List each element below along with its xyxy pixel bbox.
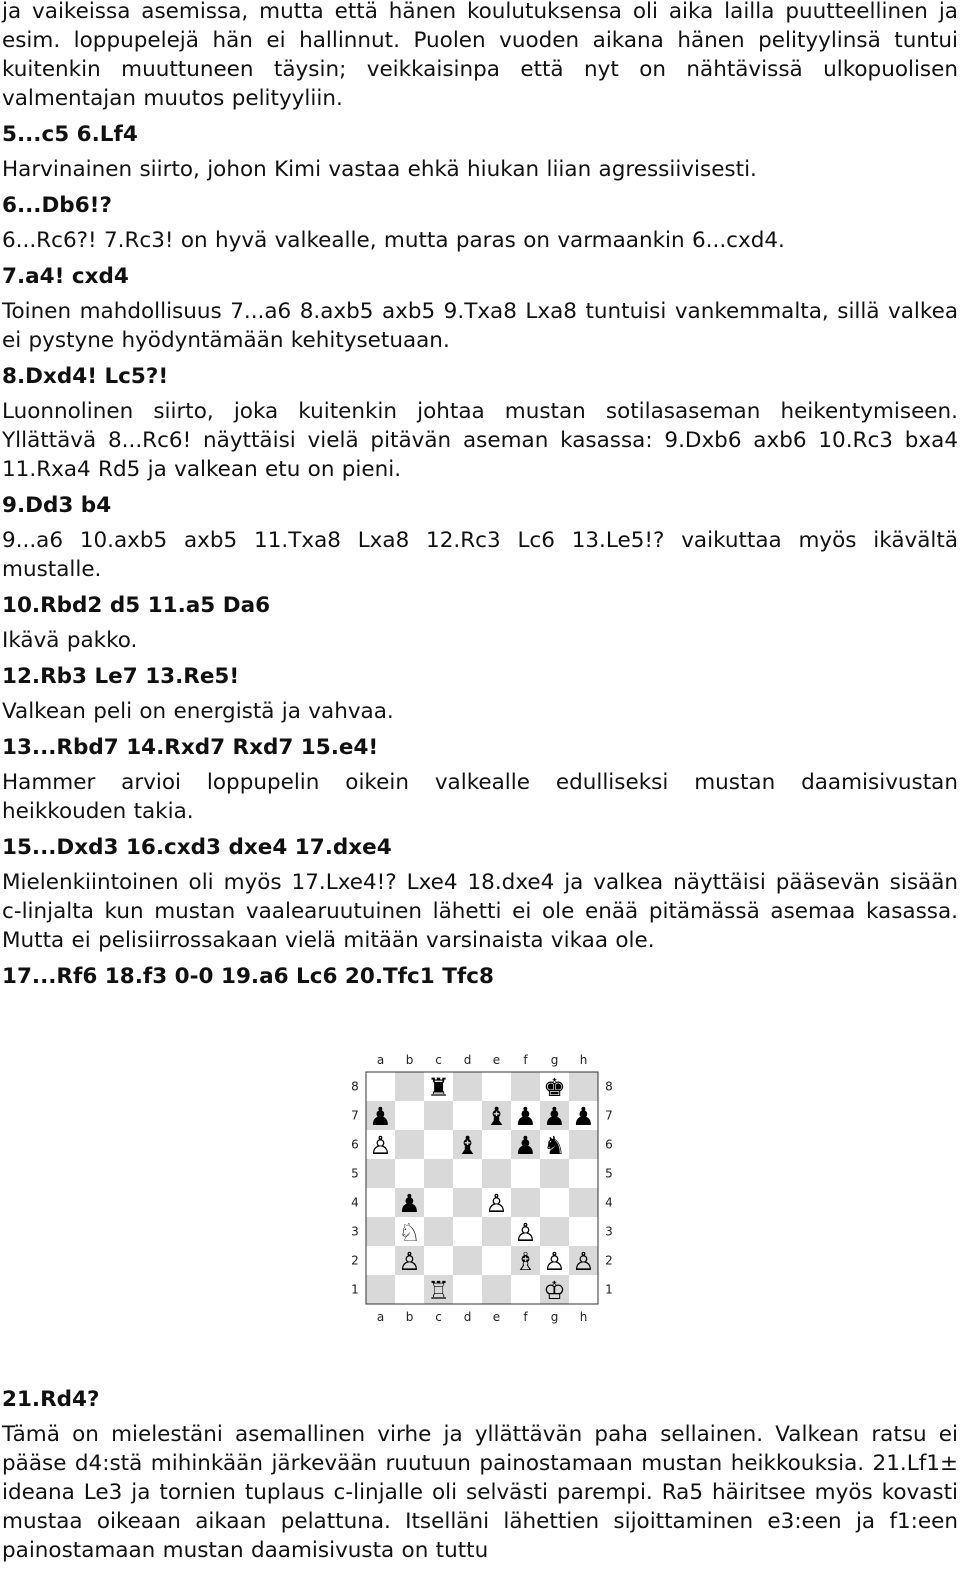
file-label: c	[435, 1053, 442, 1067]
paragraph: Harvinainen siirto, johon Kimi vastaa ehkä hiukan liian agressiivisesti.	[2, 157, 757, 182]
white-pawn-icon: ♙	[514, 1218, 537, 1247]
rank-label: 6	[351, 1137, 359, 1152]
board-square	[482, 1275, 511, 1304]
board-square	[569, 1217, 598, 1246]
board-square	[395, 1072, 424, 1101]
board-square	[366, 1188, 395, 1217]
black-pawn-icon: ♟	[398, 1189, 421, 1218]
file-label: f	[523, 1310, 528, 1324]
black-pawn-icon: ♟	[514, 1102, 537, 1131]
rank-label: 5	[351, 1166, 359, 1181]
board-square	[540, 1159, 569, 1188]
board-square	[395, 1159, 424, 1188]
board-square	[540, 1217, 569, 1246]
black-pawn-icon: ♟	[514, 1131, 537, 1160]
file-label: c	[435, 1310, 442, 1324]
move-line: 12.Rb3 Le7 13.Re5!	[2, 664, 240, 689]
black-pawn-icon: ♟	[572, 1102, 595, 1131]
file-label: a	[376, 1053, 385, 1067]
black-king-icon: ♚	[543, 1073, 566, 1102]
board-square	[395, 1275, 424, 1304]
white-pawn-icon: ♙	[398, 1247, 421, 1276]
rank-label: 5	[605, 1166, 613, 1181]
article-text-top	[2, 0, 958, 997]
board-square	[482, 1217, 511, 1246]
board-square	[482, 1159, 511, 1188]
file-label: g	[550, 1310, 559, 1324]
rank-label: 7	[605, 1108, 613, 1123]
file-label: b	[405, 1310, 414, 1324]
board-square	[366, 1159, 395, 1188]
white-pawn-icon: ♙	[572, 1247, 595, 1276]
board-square	[569, 1130, 598, 1159]
board-square	[540, 1188, 569, 1217]
board-square	[482, 1130, 511, 1159]
black-bishop-icon: ♝	[456, 1131, 479, 1160]
move-line: 8.Dxd4! Lc5?!	[2, 364, 169, 389]
rank-label: 1	[351, 1282, 359, 1297]
paragraph: Toinen mahdollisuus 7...a6 8.axb5 axb5 9.Txa8 Lxa8 tuntuisi vankemmalta, sillä valkea ei pystyne hyödyntämään kehitysetuaan.	[2, 299, 958, 353]
rank-label: 4	[605, 1195, 613, 1210]
paragraph: Ikävä pakko.	[2, 628, 138, 653]
file-label: f	[523, 1053, 528, 1067]
chess-board	[348, 1050, 613, 1324]
paragraph: ja vaikeissa asemissa, mutta että hänen koulutuksensa oli aika lailla puutteellinen ja esim. loppupelejä hän ei hallinnut. Puolen vuoden aikana hänen pelityylinsä tuntui kuitenkin muuttuneen täysin; veikkaisinpa että nyt on nähtävissä ulkopuolisen valmentajan muutos pelityyliin.	[2, 0, 958, 111]
board-square	[424, 1217, 453, 1246]
board-square	[511, 1159, 540, 1188]
file-label: e	[492, 1310, 501, 1324]
board-square	[453, 1246, 482, 1275]
move-line: 6...Db6!?	[2, 193, 112, 218]
board-square	[366, 1072, 395, 1101]
board-square	[511, 1072, 540, 1101]
board-square	[453, 1275, 482, 1304]
white-pawn-icon: ♙	[369, 1131, 392, 1160]
move-line: 9.Dd3 b4	[2, 493, 112, 518]
black-bishop-icon: ♝	[485, 1102, 508, 1131]
rank-label: 2	[605, 1253, 613, 1268]
board-square	[511, 1275, 540, 1304]
board-square	[424, 1130, 453, 1159]
file-label: e	[492, 1053, 501, 1067]
board-square	[424, 1188, 453, 1217]
file-label: d	[463, 1310, 472, 1324]
black-pawn-icon: ♟	[369, 1102, 392, 1131]
board-square	[453, 1217, 482, 1246]
board-square	[482, 1072, 511, 1101]
board-square	[569, 1072, 598, 1101]
rank-label: 8	[351, 1079, 359, 1094]
board-square	[453, 1159, 482, 1188]
board-square	[366, 1217, 395, 1246]
board-square	[511, 1188, 540, 1217]
white-knight-icon: ♘	[398, 1218, 421, 1247]
black-knight-icon: ♞	[543, 1131, 566, 1160]
move-line: 15...Dxd3 16.cxd3 dxe4 17.dxe4	[2, 835, 392, 860]
board-square	[569, 1188, 598, 1217]
paragraph: Mielenkiintoinen oli myös 17.Lxe4!? Lxe4 18.dxe4 ja valkea näyttäisi pääsevän sisään c-linjalta kun mustan vaalearuutuinen lähetti ei ole enää pitämässä asemaa kasassa. Mutta ei pelisiirrossakaan vielä mitään varsinaista vikaa ole.	[2, 870, 958, 953]
board-square	[395, 1101, 424, 1130]
board-square	[569, 1275, 598, 1304]
board-square	[482, 1246, 511, 1275]
paragraph: Tämä on mielestäni asemallinen virhe ja yllättävän paha sellainen. Valkean ratsu ei pääse d4:stä mihinkään järkevään ruutuun painostamaan mustan heikkouksia. 21.Lf1± ideana Le3 ja tornien tuplaus c-linjalle oli selvästi parempi. Ra5 häiritsee myös kovasti mustaa oikeaan aikaan pelattuna. Itselläni lähettien sijoittaminen e3:een ja f1:een painostamaan mustan daamisivusta on tuttu	[2, 1422, 958, 1563]
white-pawn-icon: ♙	[543, 1247, 566, 1276]
paragraph: Hammer arvioi loppupelin oikein valkealle edulliseksi mustan daamisivustan heikkouden takia.	[2, 770, 958, 824]
white-king-icon: ♔	[543, 1276, 566, 1305]
board-square	[366, 1275, 395, 1304]
board-square	[453, 1188, 482, 1217]
move-line: 17...Rf6 18.f3 0-0 19.a6 Lc6 20.Tfc1 Tfc8	[2, 964, 494, 989]
paragraph: Valkean peli on energistä ja vahvaa.	[2, 699, 394, 724]
rank-label: 8	[605, 1079, 613, 1094]
board-square	[424, 1101, 453, 1130]
move-line: 21.Rd4?	[2, 1387, 100, 1412]
board-square	[424, 1246, 453, 1275]
board-square	[453, 1072, 482, 1101]
move-line: 13...Rbd7 14.Rxd7 Rxd7 15.e4!	[2, 735, 379, 760]
paragraph: 9...a6 10.axb5 axb5 11.Txa8 Lxa8 12.Rc3 Lc6 13.Le5!? vaikuttaa myös ikävältä mustalle.	[2, 528, 958, 582]
rank-label: 4	[351, 1195, 359, 1210]
black-rook-icon: ♜	[427, 1073, 450, 1102]
file-label: g	[550, 1053, 559, 1067]
rank-label: 7	[351, 1108, 359, 1123]
rank-label: 2	[351, 1253, 359, 1268]
move-line: 7.a4! cxd4	[2, 264, 129, 289]
file-label: h	[579, 1053, 588, 1067]
board-square	[395, 1130, 424, 1159]
board-square	[366, 1246, 395, 1275]
rank-label: 1	[605, 1282, 613, 1297]
chess-diagram	[348, 1050, 613, 1324]
file-label: b	[405, 1053, 414, 1067]
paragraph: 6...Rc6?! 7.Rc3! on hyvä valkealle, mutta paras on varmaankin 6...cxd4.	[2, 228, 785, 253]
file-label: h	[579, 1310, 588, 1324]
move-line: 5...c5 6.Lf4	[2, 122, 138, 147]
file-label: a	[376, 1310, 385, 1324]
rank-label: 3	[351, 1224, 359, 1239]
white-bishop-icon: ♗	[514, 1247, 537, 1276]
black-pawn-icon: ♟	[543, 1102, 566, 1131]
paragraph: Luonnolinen siirto, joka kuitenkin johtaa mustan sotilasaseman heikentymiseen. Yllättävä 8...Rc6! näyttäisi vielä pitävän aseman kasassa: 9.Dxb6 axb6 10.Rc3 bxa4 11.Rxa4 Rd5 ja valkean etu on pieni.	[2, 399, 958, 482]
rank-label: 6	[605, 1137, 613, 1152]
board-square	[569, 1159, 598, 1188]
white-pawn-icon: ♙	[485, 1189, 508, 1218]
board-square	[453, 1101, 482, 1130]
file-label: d	[463, 1053, 472, 1067]
article-text-bottom	[2, 1385, 958, 1565]
board-square	[424, 1159, 453, 1188]
white-rook-icon: ♖	[427, 1276, 450, 1305]
rank-label: 3	[605, 1224, 613, 1239]
move-line: 10.Rbd2 d5 11.a5 Da6	[2, 593, 271, 618]
